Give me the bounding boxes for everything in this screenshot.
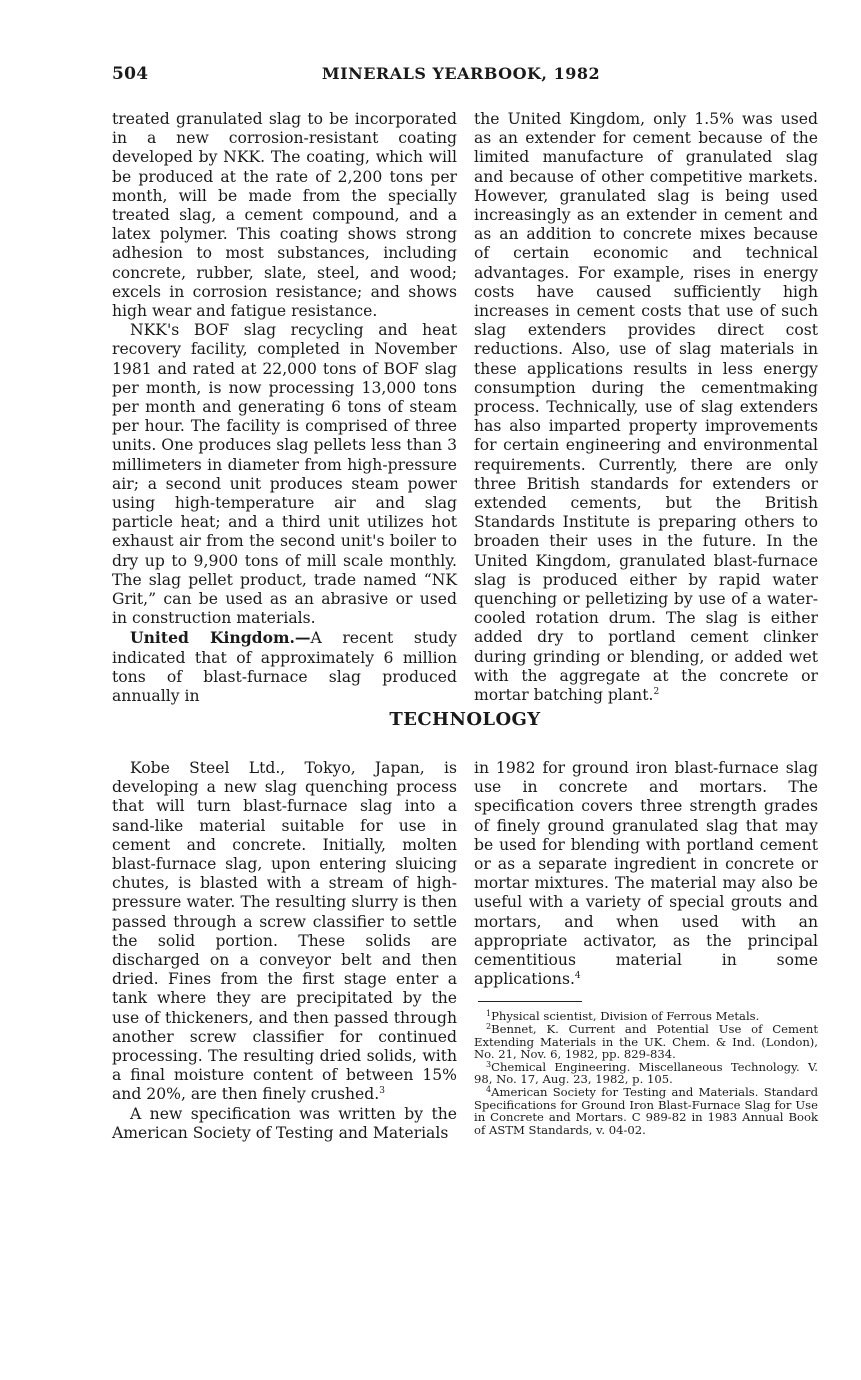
footnote-mark: 3	[486, 1059, 492, 1069]
bottom-right-column	[474, 759, 818, 1136]
paragraph	[112, 628, 457, 706]
top-left-column	[112, 110, 457, 706]
footnote-mark: 2	[486, 1022, 492, 1032]
paragraph: treated granulated slag to be incorporated in a new corrosion-resistant coating developed by NKK. The coating, which will be produced at the rate of 2,200 tons per month, will be made from the specially treated slag, a cement compound, and a latex polymer. This coating shows strong adhesion to most substances, including concrete, rubber, slate, steel, and wood; excels in corrosion resistance; and shows high wear and fatigue resistance.	[112, 110, 457, 321]
footnote-divider	[478, 1001, 582, 1002]
paragraph	[474, 110, 818, 705]
footnote-reference: 3	[379, 1086, 385, 1097]
footnote-mark: 4	[486, 1085, 492, 1094]
page-number: 504	[112, 64, 149, 84]
footnote	[474, 1061, 818, 1086]
paragraph: A new specification was written by the American Society of Testing and Materials	[112, 1104, 457, 1142]
paragraph-text: A recent study indicated that of approximately 6 million tons of blast-furnace slag produced annually in	[112, 629, 457, 706]
footnote-text: Physical scientist, Division of Ferrous Metals.	[491, 1009, 760, 1024]
running-title: MINERALS YEARBOOK, 1982	[321, 64, 601, 83]
paragraph-text: in 1982 for ground iron blast-furnace slag use in concrete and mortars. The specification covers three strength grades of finely ground granulated slag that may be used for blending with portland cement or as a separate ingredient in concrete or mortar mixtures. The material may also be useful with a variety of special grouts and mortars, and when used with an appropriate activator, as the principal cementitious material in some applications.	[474, 759, 818, 989]
footnote-text: Bennet, K. Current and Potential Use of Cement Extending Materials in the UK. Chem. & Ind. (London), No. 21, Nov. 6, 1982, pp. 829-834.	[474, 1022, 818, 1062]
paragraph: NKK's BOF slag recycling and heat recovery facility, completed in November 1981 and rated at 22,000 tons of BOF slag per month, is now processing 13,000 tons per month and generating 6 tons of steam per hour. The facility is comprised of three units. One produces slag pellets less than 3 millimeters in diameter from high-pressure air; a second unit produces steam power using high-temperature air and slag particle heat; and a third unit utilizes hot exhaust air from the second unit's boiler to dry up to 9,900 tons of mill scale monthly. The slag pellet product, trade named “NK Grit,” can be used as an abrasive or used in construction materials.	[112, 321, 457, 628]
footnote-text: American Society for Testing and Materials. Standard Specifications for Ground Iron Blast-Furnace Slag for Use in Concrete and Mortars. C 989-82 in 1983 Annual Book of ASTM Standards, v. 04-02.	[474, 1085, 818, 1137]
top-right-column	[474, 110, 818, 705]
paragraph	[112, 759, 457, 1105]
footnote-reference: 2	[653, 687, 660, 698]
footnotes	[474, 1010, 818, 1136]
paragraph	[474, 759, 818, 989]
run-in-heading: United Kingdom.—	[130, 628, 311, 648]
paragraph-text: the United Kingdom, only 1.5% was used as an extender for cement because of the limited manufacture of granulated slag and because of other competitive markets. However, granulated slag is being used increasingly as an extender in cement and as an addition to concrete mixes because of certain economic and technical advantages. For example, rises in energy costs have caused sufficiently high increases in cement costs that use of such slag extenders provides direct cost reductions. Also, use of slag materials in these applications results in less energy consumption during the cementmaking process. Technically, use of slag extenders has also imparted property improvements for certain engineering and environmental requirements. Currently, there are only three British standards for extenders or extended cements, but the British Standards Institute is preparing others to broaden their uses in the future. In the United Kingdom, granulated blast-furnace slag is produced either by rapid water quenching or pelletizing by use of a water-cooled rotation drum. The slag is either added dry to portland cement clinker during grinding or blending, or added wet with the aggregate at the concrete or mortar batching plant.	[474, 110, 818, 705]
section-heading: TECHNOLOGY	[389, 709, 541, 730]
footnote	[474, 1023, 818, 1061]
bottom-left-column	[112, 759, 457, 1143]
footnote-mark: 1	[486, 1009, 492, 1019]
footnote	[474, 1086, 818, 1136]
footnote-text: Chemical Engineering. Miscellaneous Technology. V. 98, No. 17, Aug. 23, 1982, p. 105.	[474, 1059, 818, 1087]
footnote-reference: 4	[574, 971, 581, 982]
paragraph-text: Kobe Steel Ltd., Tokyo, Japan, is developing a new slag quenching process that will turn blast-furnace slag into a sand-like material suitable for use in cement and concrete. Initially, molten blast-furnace slag, upon entering sluicing chutes, is blasted with a stream of high-pressure water. The resulting slurry is then passed through a screw classifier to settle the solid portion. These solids are discharged on a conveyor belt and then dried. Fines from the first stage enter a tank where they are precipitated by the use of thickeners, and then passed through another screw classifier for continued processing. The resulting dried solids, with a final moisture content of between 15% and 20%, are then finely crushed.	[112, 759, 457, 1104]
